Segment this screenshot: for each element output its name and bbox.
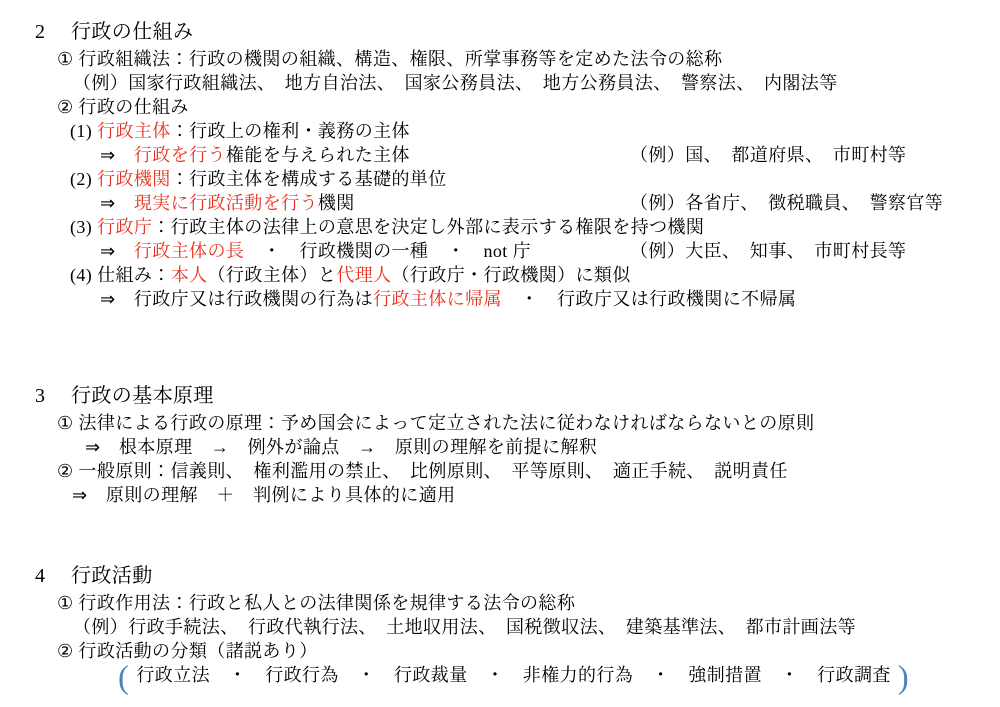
s4-item1-text: ① 行政作用法：行政と私人との法律関係を規律する法令の総称 [57,593,576,613]
s2-sub1-note-tail: 権能を与えられた主体 [225,145,410,165]
s4-item1 [0,591,1000,615]
s2-sub1-note [0,143,1000,167]
s2-sub2-label: (2) [70,169,98,189]
s2-item1 [0,47,1000,71]
close-bracket-icon: ) [897,660,910,696]
s2-sub2-term: 行政機関 [97,169,171,189]
s2-sub4 [0,263,1000,287]
s2-sub1-arrow: ⇒ [100,145,134,165]
s2-sub3-note-tail: ・ 行政機関の一種 ・ not 庁 [244,241,531,261]
s4-categories: 行政立法 ・ 行政行為 ・ 行政裁量 ・ 非権力的行為 ・ 強制措置 ・ 行政調査 [136,665,891,685]
section-3-title: 行政の基本原理 [71,385,214,407]
s2-sub3-rest: ：行政主体の法律上の意思を決定し外部に表示する権限を持つ機関 [152,217,705,237]
section-2-heading [0,17,1000,47]
section-3-number: 3 [35,385,46,407]
s2-item2-text: ② 行政の仕組み [57,97,189,117]
s4-item2-text: ② 行政活動の分類（諸説あり） [57,641,318,661]
s2-sub4-red1: 本人 [170,265,208,285]
s2-sub1-term: 行政主体 [97,121,171,141]
s3-item2 [0,459,1000,483]
s2-sub3-note-red: 行政主体の長 [133,241,245,261]
section-2-title: 行政の仕組み [71,21,194,43]
s2-sub2-note-red: 現実に行政活動を行う [133,193,318,213]
s2-sub4-red2: 代理人 [336,265,392,285]
s2-sub2 [0,167,1000,191]
s2-sub2-note [0,191,1000,215]
section-4-admin-activities [0,561,1000,696]
s3-item2-note [0,483,1000,507]
section-2-number: 2 [35,21,46,43]
s2-sub1 [0,119,1000,143]
s2-sub2-example: （例）各省庁、 徴税職員、 警察官等 [630,193,944,213]
s2-sub4-label: (4) 仕組み： [70,265,171,285]
s2-sub3-term: 行政庁 [97,217,153,237]
s4-item1-example-text: （例）行政手続法、 行政代執行法、 土地収用法、 国税徴収法、 建築基準法、 都市計画法等 [73,617,856,637]
s2-sub4-note-pre: ⇒ 行政庁又は行政機関の行為は [100,289,374,309]
section-3-basic-principles [0,381,1000,507]
s3-item1-text: ① 法律による行政の原理：予め国会によって定立された法に従わなければならないとの原則 [57,413,815,433]
s2-sub1-note-red: 行政を行う [133,145,226,165]
s2-item1-example [0,71,1000,95]
s2-sub3-label: (3) [70,217,98,237]
s4-category-line [0,660,1000,696]
s4-item1-example [0,615,1000,639]
s2-sub3 [0,215,1000,239]
s3-item1-note-text: ⇒ 根本原理 → 例外が論点 → 原則の理解を前提に解釈 [85,437,598,457]
s2-sub1-label: (1) [70,121,98,141]
s2-sub2-note-tail: 機関 [317,193,355,213]
s2-sub3-arrow: ⇒ [100,241,134,261]
open-bracket-icon: ( [118,660,130,696]
s3-item1 [0,411,1000,435]
section-3-heading [0,381,1000,411]
s2-item1-text: ① 行政組織法：行政の機関の組織、構造、権限、所掌事務等を定めた法令の総称 [57,49,723,69]
s2-sub2-rest: ：行政主体を構成する基礎的単位 [170,169,447,189]
s3-item2-text: ② 一般原則：信義則、 権利濫用の禁止、 比例原則、 平等原則、 適正手続、 説明責任 [57,461,788,481]
section-2-admin-structure [0,0,1000,311]
s2-sub4-mid: （行政主体）と [207,265,337,285]
s2-sub1-rest: ：行政上の権利・義務の主体 [170,121,410,141]
s4-item2 [0,639,1000,663]
s3-item1-note [0,435,1000,459]
s2-sub4-tail: （行政庁・行政機関）に類似 [391,265,631,285]
s2-sub4-note [0,287,1000,311]
s3-item2-note-text: ⇒ 原則の理解 ＋ 判例により具体的に適用 [72,485,456,505]
section-4-title: 行政活動 [71,565,153,587]
s2-item2 [0,95,1000,119]
s2-sub4-note-tail: ・ 行政庁又は行政機関に不帰属 [501,289,797,309]
s2-item1-example-text: （例）国家行政組織法、 地方自治法、 国家公務員法、 地方公務員法、 警察法、 内閣法等 [73,73,838,93]
s2-sub3-note [0,239,1000,263]
s2-sub1-example: （例）国、 都道府県、 市町村等 [630,145,907,165]
s2-sub3-example: （例）大臣、 知事、 市町村長等 [630,241,907,261]
s2-sub2-arrow: ⇒ [100,193,134,213]
s2-sub4-note-red: 行政主体に帰属 [373,289,502,309]
section-4-number: 4 [35,565,46,587]
section-4-heading [0,561,1000,591]
